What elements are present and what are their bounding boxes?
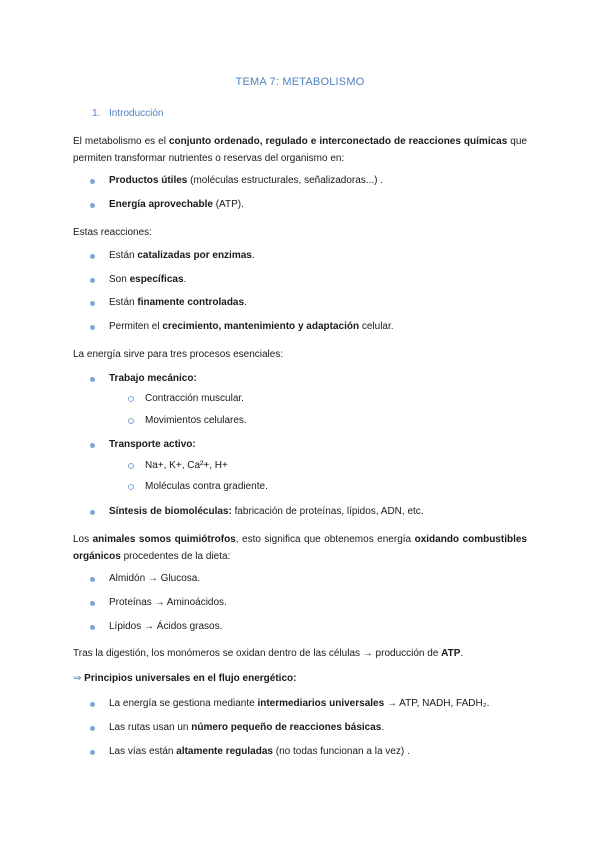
reactions-intro: Estas reacciones: <box>73 227 152 238</box>
reaction-bold: catalizadas por enzimas <box>137 250 252 261</box>
process-bold: Transporte activo: <box>109 439 196 450</box>
reaction-text: celular. <box>359 321 394 332</box>
reaction-bold: crecimiento, mantenimiento y adaptación <box>162 321 360 332</box>
reaction-text: . <box>251 250 255 261</box>
reaction-text: Están <box>109 250 138 261</box>
double-arrow-icon: ⇒ <box>73 673 82 684</box>
principle-bold: altamente reguladas <box>176 746 273 757</box>
fuel-text: Almidón → Glucosa. <box>109 573 201 584</box>
principle-text: La energía se gestiona mediante <box>109 698 258 709</box>
sub-bullet-ring <box>128 463 134 469</box>
reaction-text: Permiten el <box>109 321 163 332</box>
animals-text: , esto significa que obtenemos energía <box>235 534 415 545</box>
section-number: 1. <box>92 108 101 119</box>
sub-item-text: Moléculas contra gradiente. <box>145 481 268 492</box>
bullet-dot <box>90 254 95 259</box>
bullet-dot <box>90 510 95 515</box>
process-bold: Síntesis de biomoléculas: <box>109 506 232 517</box>
product-text: (moléculas estructurales, señalizadoras...) . <box>187 175 383 186</box>
animals-paragraph <box>73 531 527 565</box>
digestion-bold: ATP <box>441 648 461 659</box>
bullet-dot <box>90 278 95 283</box>
principle-text: Las vías están <box>109 746 177 757</box>
reaction-bold: específicas <box>129 274 184 285</box>
animals-bold: oxidando combustibles orgánicos <box>73 534 527 562</box>
energy-intro: La energía sirve para tres procesos esenciales: <box>73 349 284 360</box>
intro-paragraph <box>73 133 527 167</box>
reaction-text: . <box>183 274 187 285</box>
bullet-dot <box>90 377 95 382</box>
principle-text: . <box>381 722 385 733</box>
principle-bold: número pequeño de reacciones básicas <box>191 722 382 733</box>
document-title: TEMA 7: METABOLISMO <box>235 76 365 88</box>
bullet-dot <box>90 179 95 184</box>
product-text: (ATP). <box>212 199 244 210</box>
digestion-text: Tras la digestión, los monómeros se oxidan dentro de las células → producción de <box>73 648 442 659</box>
bullet-dot <box>90 625 95 630</box>
sub-bullet-ring <box>128 396 134 402</box>
bullet-dot <box>90 601 95 606</box>
reaction-text: Son <box>109 274 130 285</box>
product-bold: Productos útiles <box>109 175 188 186</box>
bullet-dot <box>90 325 95 330</box>
intro-text-2: que permiten transformar nutrientes o reservas del organismo en: <box>73 136 527 164</box>
principles-heading <box>73 672 296 686</box>
fuel-text: Lípidos → Ácidos grasos. <box>109 621 223 632</box>
sub-item-text: Movimientos celulares. <box>145 415 247 426</box>
process-text: fabricación de proteínas, lípidos, ADN, etc. <box>231 506 424 517</box>
bullet-dot <box>90 443 95 448</box>
process-bold: Trabajo mecánico: <box>109 373 197 384</box>
principle-text: Las rutas usan un <box>109 722 192 733</box>
bullet-dot <box>90 702 95 707</box>
intro-text-1: El metabolismo es el <box>73 136 169 147</box>
principles-heading-text: Principios universales en el flujo energético: <box>84 673 297 684</box>
section-label: Introducción <box>109 108 164 119</box>
reaction-text: Están <box>109 297 138 308</box>
digestion-paragraph <box>73 645 527 662</box>
reaction-bold: finamente controladas <box>137 297 245 308</box>
animals-text: procedentes de la dieta: <box>120 551 231 562</box>
section-heading <box>92 108 163 119</box>
principle-text: (no todas funcionan a la vez) . <box>272 746 410 757</box>
bullet-dot <box>90 203 95 208</box>
bullet-dot <box>90 301 95 306</box>
reaction-text: . <box>244 297 247 308</box>
bullet-dot <box>90 577 95 582</box>
animals-bold: animales somos quimiótrofos <box>92 534 236 545</box>
sub-bullet-ring <box>128 418 134 424</box>
bullet-dot <box>90 750 95 755</box>
principle-bold: intermediarios universales <box>257 698 385 709</box>
product-bold: Energía aprovechable <box>109 199 213 210</box>
principle-text: → ATP, NADH, FADH₂. <box>384 698 490 709</box>
fuel-text: Proteínas → Aminoácidos. <box>109 597 227 608</box>
animals-text: Los <box>73 534 93 545</box>
intro-bold-1: conjunto ordenado, regulado e interconectado de reacciones químicas <box>168 136 508 147</box>
digestion-text: . <box>460 648 464 659</box>
sub-item-text: Na+, K+, Ca²+, H+ <box>145 460 228 471</box>
sub-item-text: Contracción muscular. <box>145 393 244 404</box>
sub-bullet-ring <box>128 484 134 490</box>
bullet-dot <box>90 726 95 731</box>
